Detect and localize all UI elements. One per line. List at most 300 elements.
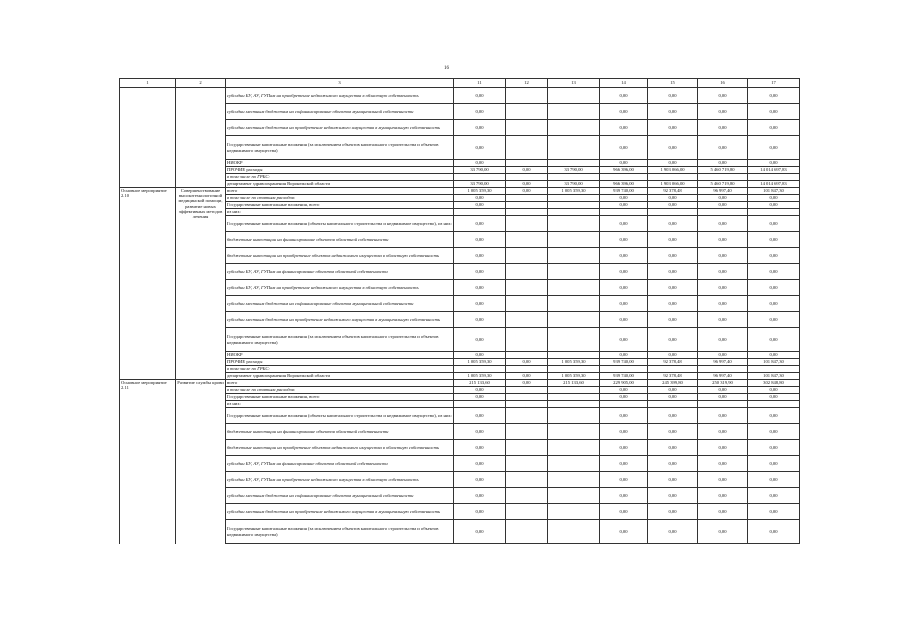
value-cell xyxy=(548,520,600,544)
value-cell xyxy=(548,472,600,488)
value-cell: 939 740,00 xyxy=(600,373,648,380)
value-cell: 0,00 xyxy=(648,424,698,440)
value-cell: 0,00 xyxy=(698,408,748,424)
budget-table-sheet xyxy=(119,78,799,544)
value-cell: 0,00 xyxy=(698,104,748,120)
value-cell: 101 847,30 xyxy=(748,188,800,195)
value-cell: 1 005 359,30 xyxy=(454,188,506,195)
value-cell: 0,00 xyxy=(648,120,698,136)
expense-label-cell: бюджетные инвестиции на финансирование объектов областной собственности xyxy=(226,232,454,248)
value-cell: 0,00 xyxy=(648,504,698,520)
value-cell: 966 396,00 xyxy=(600,167,648,174)
value-cell xyxy=(506,504,548,520)
value-cell: 0,00 xyxy=(648,232,698,248)
value-cell xyxy=(506,520,548,544)
value-cell: 0,00 xyxy=(748,440,800,456)
table-row xyxy=(120,88,800,104)
value-cell: 0,00 xyxy=(600,488,648,504)
value-cell xyxy=(506,104,548,120)
value-cell: 0,00 xyxy=(698,296,748,312)
value-cell: 0,00 xyxy=(698,136,748,160)
expense-label-cell: субсидии местным бюджетам на приобретение недвижимого имущества в муниципальную собственность xyxy=(226,504,454,520)
expense-label-cell: ПРОЧИЕ расходы xyxy=(226,359,454,366)
value-cell xyxy=(506,408,548,424)
expense-label-cell: Государственные капитальные вложения, всего xyxy=(226,202,454,209)
value-cell: 0,00 xyxy=(748,296,800,312)
value-cell xyxy=(548,232,600,248)
expense-label-cell: Государственные капитальные вложения (за исключением объектов капитального строительства и объектов недвижимого имущества) xyxy=(226,520,454,544)
header-row xyxy=(120,79,800,88)
value-cell: 0,00 xyxy=(600,472,648,488)
value-cell: 92 378,48 xyxy=(648,373,698,380)
value-cell: 0,00 xyxy=(454,296,506,312)
value-cell xyxy=(548,394,600,401)
value-cell: 0,00 xyxy=(454,520,506,544)
value-cell: 0,00 xyxy=(748,202,800,209)
value-cell: 0,00 xyxy=(698,280,748,296)
value-cell: 0,00 xyxy=(748,216,800,232)
value-cell: 0,00 xyxy=(454,202,506,209)
value-cell: 0,00 xyxy=(748,472,800,488)
value-cell: 0,00 xyxy=(600,120,648,136)
value-cell xyxy=(548,328,600,352)
value-cell: 0,00 xyxy=(698,328,748,352)
value-cell: 0,00 xyxy=(648,136,698,160)
value-cell xyxy=(548,440,600,456)
value-cell: 1 005 359,30 xyxy=(548,188,600,195)
value-cell: 0,00 xyxy=(454,104,506,120)
value-cell: 0,00 xyxy=(648,195,698,202)
expense-label-cell: Государственные капитальные вложения, всего xyxy=(226,394,454,401)
value-cell xyxy=(600,209,648,216)
value-cell: 302 848,80 xyxy=(748,380,800,387)
value-cell xyxy=(506,401,548,408)
value-cell xyxy=(506,248,548,264)
value-cell: 0,00 xyxy=(454,328,506,352)
value-cell xyxy=(548,456,600,472)
value-cell: 0,00 xyxy=(454,504,506,520)
value-cell: 0,00 xyxy=(600,136,648,160)
table-body xyxy=(120,79,800,544)
expense-label-cell: всего xyxy=(226,188,454,195)
value-cell: 0,00 xyxy=(600,88,648,104)
value-cell: 0,00 xyxy=(454,264,506,280)
value-cell: 0,00 xyxy=(698,216,748,232)
expense-label-cell: субсидии местным бюджетам на софинансирование объектов муниципальной собственности xyxy=(226,488,454,504)
value-cell: 0,00 xyxy=(600,312,648,328)
value-cell: 0,00 xyxy=(648,394,698,401)
value-cell: 0,00 xyxy=(600,104,648,120)
value-cell: 0,00 xyxy=(698,160,748,167)
expense-label-cell: субсидии местным бюджетам на софинансирование объектов муниципальной собственности xyxy=(226,296,454,312)
value-cell: 0,00 xyxy=(648,280,698,296)
value-cell: 0,00 xyxy=(454,472,506,488)
value-cell: 0,00 xyxy=(648,520,698,544)
budget-table xyxy=(119,78,800,544)
header-cell: 12 xyxy=(506,79,548,88)
value-cell: 96 997,40 xyxy=(698,188,748,195)
value-cell: 33 790,00 xyxy=(454,167,506,174)
value-cell: 1 903 066,00 xyxy=(648,167,698,174)
header-cell: 1 xyxy=(120,79,176,88)
value-cell: 0,00 xyxy=(748,408,800,424)
value-cell: 0,00 xyxy=(748,104,800,120)
activity-name-cell xyxy=(176,88,226,188)
value-cell xyxy=(506,264,548,280)
value-cell: 0,00 xyxy=(748,394,800,401)
value-cell xyxy=(548,280,600,296)
page-number: 16 xyxy=(444,66,449,71)
value-cell: 229 905,00 xyxy=(600,380,648,387)
expense-label-cell: департамент здравоохранения Воронежской области xyxy=(226,373,454,380)
value-cell: 0,00 xyxy=(698,472,748,488)
value-cell xyxy=(506,352,548,359)
header-cell: 15 xyxy=(648,79,698,88)
expense-label-cell: субсидии БУ, АУ, ГУПам на финансирование объектов областной собственности xyxy=(226,456,454,472)
value-cell: 0,00 xyxy=(698,352,748,359)
value-cell: 0,00 xyxy=(748,520,800,544)
value-cell xyxy=(548,160,600,167)
value-cell: 0,00 xyxy=(698,120,748,136)
expense-label-cell: Государственные капитальные вложения (за исключением объектов капитального строительства и объектов недвижимого имущества) xyxy=(226,136,454,160)
activity-code-cell: Основное мероприятие 2.10 xyxy=(120,188,176,380)
value-cell xyxy=(506,136,548,160)
value-cell: 92 378,48 xyxy=(648,359,698,366)
value-cell xyxy=(506,216,548,232)
value-cell xyxy=(454,366,506,373)
value-cell xyxy=(506,120,548,136)
value-cell: 0,00 xyxy=(600,202,648,209)
header-cell: 17 xyxy=(748,79,800,88)
expense-label-cell: департамент здравоохранения Воронежской области xyxy=(226,181,454,188)
value-cell: 0,00 xyxy=(600,440,648,456)
value-cell: 0,00 xyxy=(698,202,748,209)
value-cell xyxy=(548,424,600,440)
value-cell xyxy=(454,174,506,181)
value-cell: 0,00 xyxy=(454,312,506,328)
value-cell: 5 460 719,80 xyxy=(698,167,748,174)
value-cell: 0,00 xyxy=(648,352,698,359)
value-cell: 0,00 xyxy=(698,195,748,202)
value-cell: 0,00 xyxy=(454,160,506,167)
value-cell xyxy=(648,401,698,408)
header-cell: 14 xyxy=(600,79,648,88)
value-cell xyxy=(548,104,600,120)
value-cell: 0,00 xyxy=(648,488,698,504)
value-cell xyxy=(454,209,506,216)
value-cell: 0,00 xyxy=(748,248,800,264)
value-cell: 0,00 xyxy=(600,248,648,264)
value-cell: 0,00 xyxy=(506,359,548,366)
value-cell: 0,00 xyxy=(506,373,548,380)
value-cell xyxy=(506,174,548,181)
value-cell xyxy=(506,488,548,504)
value-cell xyxy=(548,88,600,104)
value-cell: 1 005 359,30 xyxy=(454,359,506,366)
value-cell: 0,00 xyxy=(648,296,698,312)
value-cell: 0,00 xyxy=(698,312,748,328)
value-cell xyxy=(506,195,548,202)
value-cell xyxy=(648,209,698,216)
value-cell: 0,00 xyxy=(648,472,698,488)
value-cell: 0,00 xyxy=(648,216,698,232)
value-cell: 0,00 xyxy=(648,160,698,167)
header-cell: 2 xyxy=(176,79,226,88)
value-cell xyxy=(748,366,800,373)
value-cell xyxy=(506,296,548,312)
expense-label-cell: субсидии местным бюджетам на приобретение недвижимого имущества в муниципальную собственность xyxy=(226,312,454,328)
value-cell: 1 005 359,30 xyxy=(548,373,600,380)
expense-label-cell: в том числе по ГРБС: xyxy=(226,366,454,373)
value-cell xyxy=(548,216,600,232)
table-row xyxy=(120,380,800,387)
value-cell xyxy=(648,366,698,373)
value-cell: 0,00 xyxy=(506,167,548,174)
value-cell: 0,00 xyxy=(454,488,506,504)
value-cell: 0,00 xyxy=(748,424,800,440)
expense-label-cell: бюджетные инвестиции на приобретение объектов недвижимого имущества в областную собственность xyxy=(226,440,454,456)
value-cell: 0,00 xyxy=(454,440,506,456)
value-cell: 0,00 xyxy=(748,136,800,160)
value-cell: 0,00 xyxy=(454,408,506,424)
expense-label-cell: субсидии БУ, АУ, ГУПам на приобретение недвижимого имущества в областную собственность xyxy=(226,472,454,488)
value-cell: 0,00 xyxy=(600,328,648,352)
value-cell xyxy=(548,174,600,181)
value-cell: 0,00 xyxy=(748,195,800,202)
header-cell: 11 xyxy=(454,79,506,88)
value-cell: 0,00 xyxy=(454,280,506,296)
value-cell xyxy=(548,136,600,160)
value-cell xyxy=(506,472,548,488)
value-cell: 0,00 xyxy=(454,136,506,160)
value-cell: 0,00 xyxy=(648,264,698,280)
value-cell: 1 903 066,00 xyxy=(648,181,698,188)
value-cell xyxy=(506,328,548,352)
value-cell xyxy=(548,352,600,359)
expense-label-cell: всего xyxy=(226,380,454,387)
value-cell: 0,00 xyxy=(454,88,506,104)
value-cell: 1 005 359,30 xyxy=(548,359,600,366)
value-cell: 0,00 xyxy=(506,181,548,188)
value-cell: 0,00 xyxy=(600,232,648,248)
value-cell: 0,00 xyxy=(698,232,748,248)
expense-label-cell: субсидии местным бюджетам на софинансирование объектов муниципальной собственности xyxy=(226,104,454,120)
activity-code-cell xyxy=(120,88,176,188)
value-cell: 0,00 xyxy=(648,312,698,328)
value-cell: 0,00 xyxy=(748,160,800,167)
expense-label-cell: в том числе по ГРБС: xyxy=(226,174,454,181)
value-cell: 0,00 xyxy=(748,232,800,248)
value-cell xyxy=(548,312,600,328)
value-cell xyxy=(548,504,600,520)
value-cell: 0,00 xyxy=(506,380,548,387)
value-cell xyxy=(548,120,600,136)
value-cell xyxy=(548,387,600,394)
expense-label-cell: Государственные капитальные вложения (за исключением объектов капитального строительства и объектов недвижимого имущества) xyxy=(226,328,454,352)
value-cell: 0,00 xyxy=(648,408,698,424)
value-cell xyxy=(506,202,548,209)
expense-label-cell: субсидии местным бюджетам на приобретение недвижимого имущества в муниципальную собственность xyxy=(226,120,454,136)
value-cell xyxy=(548,195,600,202)
expense-label-cell: бюджетные инвестиции на приобретение объектов недвижимого имущества в областную собственность xyxy=(226,248,454,264)
value-cell xyxy=(548,408,600,424)
value-cell: 215 133,60 xyxy=(548,380,600,387)
value-cell: 0,00 xyxy=(748,456,800,472)
value-cell: 250 319,90 xyxy=(698,380,748,387)
activity-name-cell: Совершенствование высокотехнологичной медицинской помощи, развитие новых эффективных методов лечения xyxy=(176,188,226,380)
value-cell: 33 790,00 xyxy=(548,181,600,188)
value-cell: 0,00 xyxy=(648,104,698,120)
value-cell: 0,00 xyxy=(648,202,698,209)
value-cell: 0,00 xyxy=(698,264,748,280)
value-cell: 0,00 xyxy=(698,248,748,264)
header-cell: 3 xyxy=(226,79,454,88)
value-cell: 101 847,30 xyxy=(748,373,800,380)
value-cell xyxy=(648,174,698,181)
value-cell: 215 133,60 xyxy=(454,380,506,387)
value-cell: 0,00 xyxy=(600,394,648,401)
value-cell xyxy=(548,209,600,216)
value-cell xyxy=(748,401,800,408)
value-cell: 101 847,30 xyxy=(748,359,800,366)
table-row xyxy=(120,188,800,195)
value-cell xyxy=(506,366,548,373)
value-cell: 96 997,40 xyxy=(698,359,748,366)
value-cell: 14 014 697,83 xyxy=(748,181,800,188)
value-cell: 0,00 xyxy=(648,328,698,352)
value-cell xyxy=(506,394,548,401)
value-cell: 0,00 xyxy=(454,387,506,394)
value-cell: 0,00 xyxy=(698,387,748,394)
value-cell xyxy=(548,366,600,373)
expense-label-cell: в том числе по статьям расходов: xyxy=(226,195,454,202)
value-cell: 0,00 xyxy=(454,394,506,401)
value-cell xyxy=(548,401,600,408)
value-cell: 0,00 xyxy=(698,456,748,472)
value-cell: 0,00 xyxy=(600,352,648,359)
value-cell: 0,00 xyxy=(600,264,648,280)
value-cell xyxy=(748,174,800,181)
value-cell: 0,00 xyxy=(748,120,800,136)
value-cell: 0,00 xyxy=(698,440,748,456)
value-cell: 0,00 xyxy=(748,264,800,280)
value-cell: 0,00 xyxy=(698,394,748,401)
activity-name-cell: Развитие службы крови xyxy=(176,380,226,544)
value-cell: 0,00 xyxy=(454,352,506,359)
value-cell: 33 790,00 xyxy=(454,181,506,188)
value-cell xyxy=(548,488,600,504)
value-cell xyxy=(600,366,648,373)
expense-label-cell: ПРОЧИЕ расходы xyxy=(226,167,454,174)
value-cell xyxy=(506,88,548,104)
value-cell: 0,00 xyxy=(698,520,748,544)
value-cell xyxy=(506,440,548,456)
value-cell xyxy=(506,387,548,394)
value-cell: 0,00 xyxy=(600,296,648,312)
value-cell: 0,00 xyxy=(454,216,506,232)
value-cell xyxy=(698,366,748,373)
expense-label-cell: НИОКР xyxy=(226,160,454,167)
value-cell: 0,00 xyxy=(698,488,748,504)
value-cell: 0,00 xyxy=(600,456,648,472)
value-cell: 0,00 xyxy=(648,248,698,264)
expense-label-cell: Государственные капитальные вложения (объекты капитального строительства и недвижимое имущество), из них: xyxy=(226,216,454,232)
value-cell: 0,00 xyxy=(600,504,648,520)
value-cell: 0,00 xyxy=(454,232,506,248)
value-cell xyxy=(548,296,600,312)
value-cell: 0,00 xyxy=(454,456,506,472)
value-cell: 939 740,00 xyxy=(600,359,648,366)
value-cell xyxy=(600,401,648,408)
value-cell: 0,00 xyxy=(748,387,800,394)
value-cell: 0,00 xyxy=(748,312,800,328)
value-cell: 0,00 xyxy=(454,248,506,264)
value-cell: 245 399,80 xyxy=(648,380,698,387)
value-cell xyxy=(506,232,548,248)
expense-label-cell: из них: xyxy=(226,209,454,216)
value-cell xyxy=(506,424,548,440)
value-cell: 0,00 xyxy=(600,280,648,296)
expense-label-cell: бюджетные инвестиции на финансирование объектов областной собственности xyxy=(226,424,454,440)
activity-code-cell: Основное мероприятие 2.11 xyxy=(120,380,176,544)
value-cell: 966 396,00 xyxy=(600,181,648,188)
value-cell: 1 005 359,30 xyxy=(454,373,506,380)
value-cell xyxy=(506,160,548,167)
value-cell: 0,00 xyxy=(748,280,800,296)
value-cell: 92 378,48 xyxy=(648,188,698,195)
value-cell: 0,00 xyxy=(698,88,748,104)
header-cell: 16 xyxy=(698,79,748,88)
expense-label-cell: Государственные капитальные вложения (объекты капитального строительства и недвижимое имущество), из них: xyxy=(226,408,454,424)
value-cell: 0,00 xyxy=(748,352,800,359)
value-cell: 0,00 xyxy=(648,456,698,472)
value-cell: 0,00 xyxy=(600,424,648,440)
value-cell: 0,00 xyxy=(748,488,800,504)
expense-label-cell: НИОКР xyxy=(226,352,454,359)
value-cell xyxy=(506,280,548,296)
value-cell xyxy=(506,312,548,328)
expense-label-cell: субсидии БУ, АУ, ГУПам на приобретение недвижимого имущества в областную собственность xyxy=(226,280,454,296)
value-cell xyxy=(506,456,548,472)
value-cell: 0,00 xyxy=(600,408,648,424)
expense-label-cell: субсидии БУ, АУ, ГУПам на приобретение недвижимого имущества в областную собственность xyxy=(226,88,454,104)
expense-label-cell: субсидии БУ, АУ, ГУПам на финансирование объектов областной собственности xyxy=(226,264,454,280)
value-cell: 0,00 xyxy=(748,504,800,520)
value-cell xyxy=(698,401,748,408)
value-cell xyxy=(548,202,600,209)
value-cell xyxy=(748,209,800,216)
value-cell: 0,00 xyxy=(600,195,648,202)
value-cell: 939 740,00 xyxy=(600,188,648,195)
value-cell: 0,00 xyxy=(454,120,506,136)
value-cell: 0,00 xyxy=(600,520,648,544)
value-cell xyxy=(698,209,748,216)
expense-label-cell: из них: xyxy=(226,401,454,408)
value-cell: 0,00 xyxy=(648,387,698,394)
value-cell xyxy=(548,248,600,264)
value-cell xyxy=(600,174,648,181)
value-cell: 14 014 697,83 xyxy=(748,167,800,174)
value-cell: 5 460 719,80 xyxy=(698,181,748,188)
expense-label-cell: в том числе по статьям расходов: xyxy=(226,387,454,394)
value-cell: 0,00 xyxy=(648,440,698,456)
value-cell xyxy=(548,264,600,280)
value-cell: 0,00 xyxy=(698,424,748,440)
value-cell: 0,00 xyxy=(748,88,800,104)
value-cell xyxy=(506,209,548,216)
value-cell: 0,00 xyxy=(698,504,748,520)
value-cell: 0,00 xyxy=(600,216,648,232)
